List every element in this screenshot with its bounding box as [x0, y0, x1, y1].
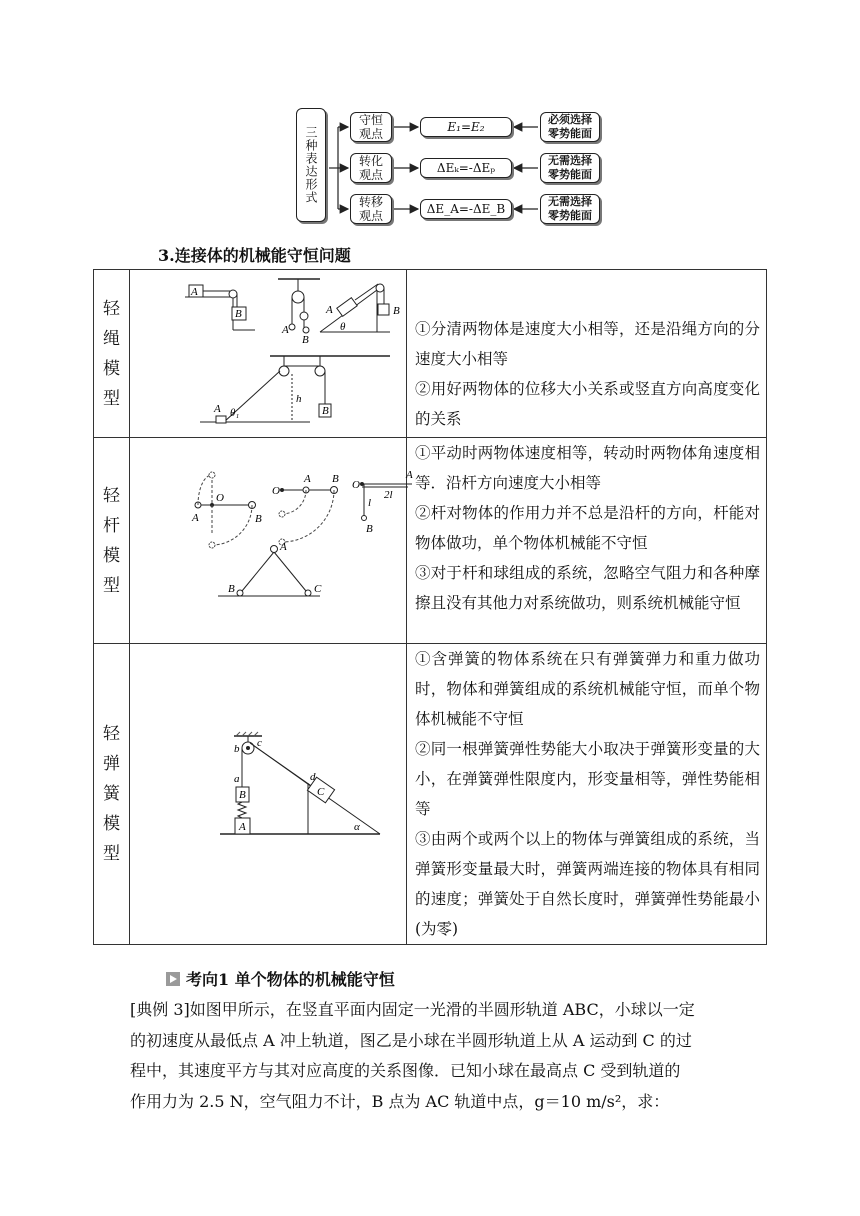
- flowchart-root: 三种表达形式: [296, 108, 326, 222]
- flowchart-note-1: 必须选择 零势能面: [540, 112, 600, 142]
- spring-label-c: c: [257, 737, 262, 749]
- spring-model-diagram: [130, 644, 407, 938]
- rod-point-1: ①平动时两物体速度相等，转动时两物体角速度相等．沿杆方向速度大小相等: [415, 444, 760, 492]
- flowchart-note-3: 无需选择 零势能面: [540, 194, 600, 224]
- rod-label-o3: O: [352, 479, 360, 491]
- rod-label-o2: O: [272, 485, 280, 497]
- rope-model-diagram: [130, 270, 407, 437]
- play-triangle-icon: [166, 972, 180, 986]
- rod-point-3: ③对于杆和球组成的系统，忽略空气阻力和各种摩擦且没有其他力对系统做功，则系统机械能守恒: [415, 564, 760, 612]
- spring-label-block-c: C: [317, 786, 325, 798]
- spring-model-points: [407, 644, 767, 945]
- example-line-1: [典例 3]如图甲所示，在竖直平面内固定一光滑的半圆形轨道 ABC，小球以一定: [130, 1000, 695, 1019]
- spring-label-a: a: [234, 773, 240, 785]
- rod-model-points: [407, 438, 767, 644]
- rod-label-b4: B: [228, 583, 235, 595]
- subsection-heading: [166, 967, 395, 990]
- rope-label-b2: B: [302, 334, 309, 346]
- table-row-rod: [94, 438, 767, 644]
- rope-label-b4: B: [322, 405, 329, 417]
- rope-label-b1: B: [235, 308, 242, 320]
- figure-rod-model: [130, 438, 413, 644]
- subsection-title: 考向1 单个物体的机械能守恒: [186, 970, 395, 989]
- spring-label-b: b: [234, 743, 240, 755]
- figure-rope-model: [130, 270, 407, 438]
- table-row-spring: [94, 644, 767, 945]
- flowchart-view-conservation: 守恒 观点: [350, 112, 392, 142]
- model-name-spring: 轻 弹 簧 模 型: [94, 644, 130, 945]
- rope-fig-ledge: [185, 285, 255, 330]
- rope-fig-incline: [320, 284, 400, 333]
- figure-spring-model: [130, 644, 407, 945]
- flowchart-note-2: 无需选择 零势能面: [540, 153, 600, 183]
- spring-point-1: ①含弹簧的物体系统在只有弹簧弹力和重力做功时，物体和弹簧组成的系统机械能守恒，而单个物体机械能不守恒: [415, 650, 760, 728]
- flowchart-view-transfer: 转移 观点: [350, 194, 392, 224]
- models-table: [93, 269, 767, 945]
- flowchart: [296, 108, 606, 228]
- rod-label-a2: A: [304, 473, 311, 485]
- spring-label-alpha: α: [354, 821, 360, 833]
- table-row-rope: [94, 270, 767, 438]
- rope-fig-floor: [200, 356, 390, 423]
- rope-label-a2: A: [282, 324, 289, 336]
- spring-point-2: ②同一根弹簧弹性势能大小取决于弹簧形变量的大小，在弹簧弹性限度内，形变量相等，弹性势能相等: [415, 740, 760, 818]
- rod-point-2: ②杆对物体的作用力并不总是沿杆的方向，杆能对物体做功，单个物体机械能不守恒: [415, 504, 760, 552]
- spring-label-block-a: A: [239, 821, 246, 833]
- model-name-rod: 轻 杆 模 型: [94, 438, 130, 644]
- spring-label-d: d: [310, 771, 316, 783]
- rod-label-2l: 2l: [384, 489, 393, 501]
- flowchart-formula-2: ΔEₖ=-ΔEₚ: [420, 158, 512, 178]
- rope-point-1: ①分清两物体是速度大小相等，还是沿绳方向的分速度大小相等: [415, 320, 760, 368]
- rod-fig-l-shape: [352, 469, 413, 535]
- rod-fig-pivot: [272, 473, 339, 545]
- rope-label-b3: B: [393, 305, 400, 317]
- rod-label-l: l: [368, 497, 372, 509]
- rope-model-points: [407, 270, 767, 438]
- rope-point-2: ②用好两物体的位移大小关系或竖直方向高度变化的关系: [415, 380, 760, 428]
- rod-label-c4: C: [314, 583, 322, 595]
- rope-label-a1: A: [191, 286, 198, 298]
- rope-label-a4: A: [214, 403, 221, 415]
- rod-label-a4: A: [280, 541, 287, 553]
- rod-label-a1: A: [192, 512, 199, 524]
- example-line-3: 程中，其速度平方与其对应高度的关系图像．已知小球在最高点 C 受到轨道的: [130, 1061, 681, 1080]
- rod-fig-triangle: [218, 541, 322, 596]
- rod-fig-rotating: [191, 472, 262, 548]
- flowchart-formula-1: E₁=E₂: [420, 117, 512, 137]
- spring-point-3: ③由两个或两个以上的物体与弹簧组成的系统，当弹簧形变量最大时，弹簧两端连接的物体具有相同的速度；弹簧处于自然长度时，弹簧弹性势能最小(为零): [415, 830, 760, 938]
- rope-label-a3: A: [326, 304, 333, 316]
- rod-label-a3: A: [406, 469, 413, 481]
- rod-label-o1: O: [216, 492, 224, 504]
- rope-label-theta: θ: [340, 321, 346, 333]
- example-paragraph: [130, 995, 740, 1117]
- flowchart-formula-3: ΔE_A=-ΔE_B: [420, 199, 512, 219]
- rod-label-b3: B: [366, 523, 373, 535]
- rod-label-b2: B: [332, 473, 339, 485]
- example-line-4: 作用力为 2.5 N，空气阻力不计，B 点为 AC 轨道中点，g＝10 m/s²，求：: [130, 1091, 670, 1111]
- rope-fig-pulley: [278, 279, 320, 346]
- rope-label-theta1: θ₁: [230, 407, 240, 419]
- section-title: 3.连接体的机械能守恒问题: [158, 246, 351, 265]
- rod-model-diagram: [130, 438, 413, 643]
- model-name-rope: 轻 绳 模 型: [94, 270, 130, 438]
- rod-label-b1: B: [255, 513, 262, 525]
- example-line-2: 的初速度从最低点 A 冲上轨道，图乙是小球在半圆形轨道上从 A 运动到 C 的过: [130, 1030, 692, 1050]
- spring-label-block-b: B: [239, 789, 246, 801]
- flowchart-view-conversion: 转化 观点: [350, 153, 392, 183]
- rope-label-h: h: [296, 393, 302, 405]
